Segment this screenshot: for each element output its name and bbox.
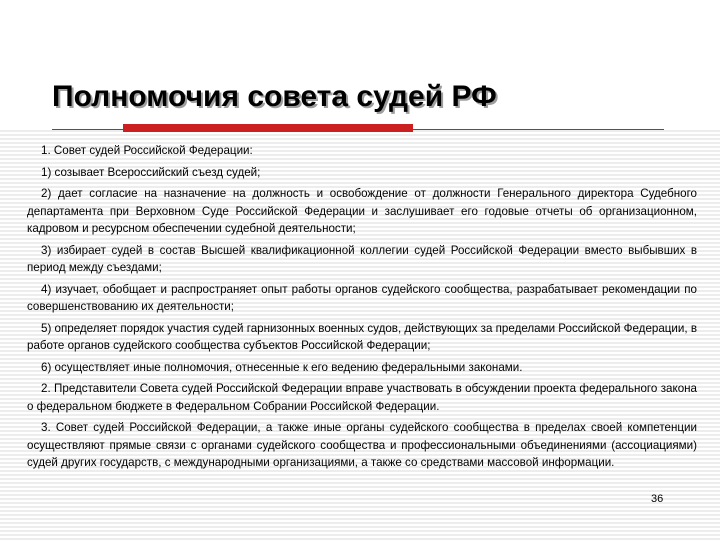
paragraph-5: 4) изучает, обобщает и распространяет опыт работы органов судейского сообщества, разрабатывает рекомендации по совершенствованию их деятельности; [27,282,697,313]
paragraph-7: 6) осуществляет иные полномочия, отнесенные к его ведению федеральными законами. [41,360,523,374]
paragraph-6: 5) определяет порядок участия судей гарнизонных военных судов, действующих за пределами Российской Федерации, в работе органов судейского сообщества субъектов Российской Федерации; [27,321,697,352]
paragraph-1: 1. Совет судей Российской Федерации: [41,144,253,157]
paragraph-4: 3) избирает судей в состав Высшей квалификационной коллегии судей Российской Федерации вместо выбывших в период между съездами; [27,243,697,274]
paragraph-8: 2. Представители Совета судей Российской Федерации вправе участвовать в обсуждении проекта федерального закона о федеральном бюджете в Федеральном Собрании Российской Федерации. [27,382,697,413]
slide-body [27,142,697,476]
page-number: 36 [651,493,664,505]
paragraph-3: 2) дает согласие на назначение на должность и освобождение от должности Генерального директора Судебного департамента при Верховном Суде Российской Федерации и заслушивает его годовые отчеты об организационном, кадровом и ресурсном обеспечении судебной деятельности; [27,187,697,235]
paragraph-2: 1) созывает Всероссийский съезд судей; [41,165,261,179]
paragraph-9: 3. Совет судей Российской Федерации, а также иные органы судейского сообщества в пределах своей компетенции осуществляют прямые связи с органами судейского сообщества и профессиональными объединениями (ассоциациями) судей других государств, с международными организациями, а также со средствами массовой информации. [27,421,697,469]
title-accent-bar [123,124,413,132]
slide-title: Полномочия совета судей РФ [52,80,497,113]
